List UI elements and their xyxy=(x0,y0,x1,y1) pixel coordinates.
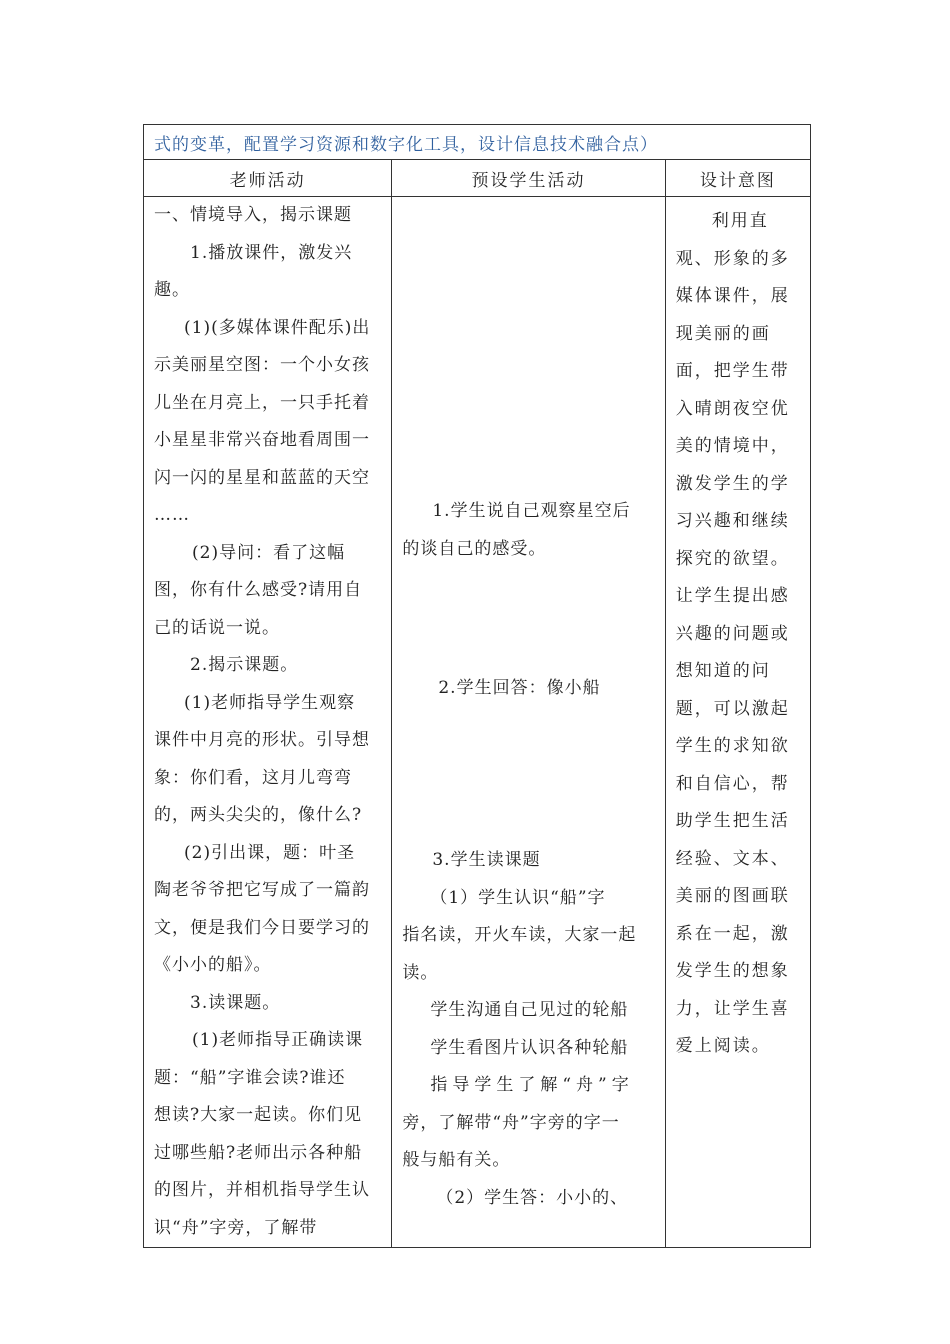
intent-line: 经验、文本、 xyxy=(675,848,790,869)
lesson-plan-table xyxy=(143,124,811,1248)
design-intent-text xyxy=(666,197,810,1066)
intent-line: 利用直 xyxy=(711,211,769,231)
teacher-activity-cell xyxy=(144,197,392,1248)
design-intent-cell xyxy=(665,197,810,1248)
student-line: （2）学生答：小小的、 xyxy=(436,1187,629,1208)
header-teacher-activity: 老师活动 xyxy=(144,160,392,197)
intent-line: 面，把学生带 xyxy=(675,361,790,381)
teacher-line: 识“舟”字旁，了解带 xyxy=(154,1217,318,1238)
student-line: 指名读，开火车读，大家一起 xyxy=(402,925,637,945)
student-line: （1）学生认识“船”字 xyxy=(430,887,606,908)
teacher-line: (1)老师指导正确读课 xyxy=(192,1030,364,1050)
teacher-line: 课件中月亮的形状。引导想 xyxy=(154,730,370,750)
student-line: 2.学生回答：像小船 xyxy=(438,678,601,698)
intent-line: 入晴朗夜空优 xyxy=(675,398,790,419)
intent-line: 现美丽的画 xyxy=(675,323,771,344)
header-row xyxy=(144,160,811,197)
intent-line: 想知道的问 xyxy=(675,661,771,681)
teacher-line: 趣。 xyxy=(154,280,190,300)
student-group-read-title xyxy=(402,842,658,1217)
teacher-line: 过哪些船?老师出示各种船 xyxy=(154,1142,363,1163)
teacher-line: 小星星非常兴奋地看周围一 xyxy=(154,430,370,450)
header-student-activity: 预设学生活动 xyxy=(392,160,665,197)
student-line: 的谈自己的感受。 xyxy=(402,538,547,559)
teacher-line: (2)导问：看了这幅 xyxy=(192,542,346,563)
intent-line: 系在一起，激 xyxy=(675,923,790,944)
teacher-line: 的，两头尖尖的，像什么? xyxy=(154,805,363,825)
student-line: 1.学生说自己观察星空后 xyxy=(432,501,631,521)
header-design-intent: 设计意图 xyxy=(665,160,810,197)
student-activity-cell xyxy=(392,197,665,1248)
intent-line: 和自信心，帮 xyxy=(675,773,790,794)
teacher-line: (1)老师指导学生观察 xyxy=(184,692,356,713)
intro-row xyxy=(144,125,811,160)
student-line: 3.学生读课题 xyxy=(432,850,541,870)
teacher-line: 文，便是我们今日要学习的 xyxy=(154,917,370,938)
content-row xyxy=(144,197,811,1248)
teacher-line: 陶老爷爷把它写成了一篇韵 xyxy=(154,880,370,900)
teacher-line: 一、情境导入，揭示课题 xyxy=(154,205,352,225)
student-line: 般与船有关。 xyxy=(402,1150,511,1170)
intent-line: 激发学生的学 xyxy=(675,473,790,494)
teacher-line: …… xyxy=(154,505,190,525)
teacher-line: (1)(多媒体课件配乐)出 xyxy=(184,317,371,338)
teacher-line: 2.揭示课题。 xyxy=(190,655,299,675)
intent-line: 习兴趣和继续 xyxy=(675,511,790,531)
teacher-line: (2)引出课，题：叶圣 xyxy=(184,842,356,863)
intent-line: 爱上阅读。 xyxy=(675,1036,771,1056)
intent-line: 学生的求知欲 xyxy=(675,736,790,756)
teacher-line: 1.播放课件，激发兴 xyxy=(190,242,353,263)
teacher-line: 象：你们看，这月儿弯弯 xyxy=(154,767,352,788)
teacher-line: 《小小的船》。 xyxy=(154,955,272,975)
intent-line: 美丽的图画联 xyxy=(675,886,790,906)
student-group-observe xyxy=(402,493,658,568)
intent-line: 发学生的想象 xyxy=(675,961,790,981)
teacher-line: 己的话说一说。 xyxy=(154,617,280,638)
student-line: 学生沟通自己见过的轮船 xyxy=(430,1000,629,1020)
student-group-answer xyxy=(402,670,658,708)
teacher-activity-text xyxy=(144,197,391,1247)
teacher-line: 示美丽星空图：一个小女孩 xyxy=(154,355,370,375)
intent-line: 让学生提出感 xyxy=(675,586,790,606)
teacher-line: 闪一闪的星星和蓝蓝的天空 xyxy=(154,467,370,488)
intent-line: 助学生把生活 xyxy=(675,811,790,831)
teacher-line: 想读?大家一起读。你们见 xyxy=(154,1105,363,1125)
teacher-line: 图，你有什么感受?请用自 xyxy=(154,580,363,600)
teacher-line: 题：“船”字谁会读?谁还 xyxy=(154,1067,346,1088)
intent-line: 探究的欲望。 xyxy=(675,548,790,569)
teacher-line: 的图片，并相机指导学生认 xyxy=(154,1180,370,1200)
student-line: 旁，了解带“舟”字旁的字一 xyxy=(402,1112,620,1133)
teacher-line: 3.读课题。 xyxy=(190,992,281,1013)
intent-line: 媒体课件，展 xyxy=(675,286,790,306)
teacher-line: 儿坐在月亮上，一只手托着 xyxy=(154,392,370,413)
student-line: 读。 xyxy=(402,962,439,983)
intent-line: 力，让学生喜 xyxy=(675,998,790,1019)
intent-line: 美的情境中， xyxy=(675,436,790,456)
student-line: 学生看图片认识各种轮船 xyxy=(430,1037,629,1058)
intent-line: 观、形象的多 xyxy=(675,248,790,269)
intent-line: 兴趣的问题或 xyxy=(675,623,790,644)
intent-line: 题，可以激起 xyxy=(675,698,790,719)
intro-line: 式的变革，配置学习资源和数字化工具，设计信息技术融合点） xyxy=(144,125,811,160)
student-line: 指导学生了解“舟”字 xyxy=(430,1075,634,1095)
